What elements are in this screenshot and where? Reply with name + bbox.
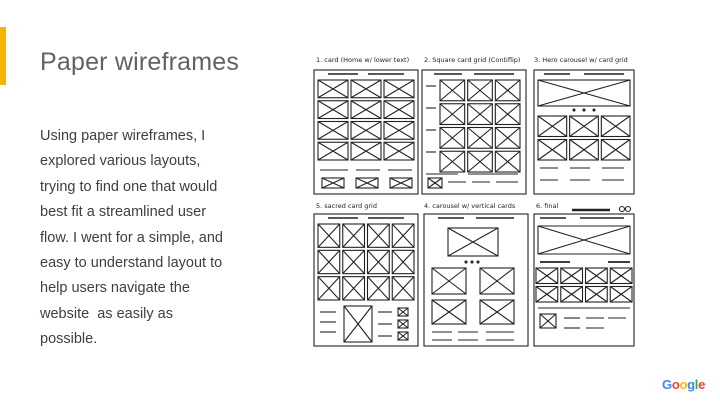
wireframe-1 [314, 56, 418, 194]
body-line: explored various layouts, [40, 153, 201, 170]
wireframe-label: 6. final [536, 202, 559, 210]
body-paragraph [40, 124, 250, 353]
accent-bar [0, 27, 6, 85]
body-line: Using paper wireframes, I [40, 128, 206, 144]
wireframe-5 [424, 202, 528, 346]
logo-letter: l [694, 377, 699, 392]
wireframe-4 [314, 202, 418, 346]
logo-letter: g [687, 377, 695, 392]
wireframe-label: 4. carousel w/ vertical cards [424, 202, 516, 210]
slide-title: Paper wireframes [40, 48, 240, 76]
body-line: flow. I went for a simple, and [40, 229, 223, 246]
google-logo [662, 377, 705, 392]
wireframe-label: 1. card (Home w/ lower text) [316, 56, 410, 64]
logo-letter: o [679, 377, 688, 392]
logo-letter: e [698, 377, 706, 392]
body-line: possible. [40, 331, 98, 348]
wireframe-label: 3. Hero carousel w/ card grid [534, 56, 628, 64]
wireframe-2 [422, 56, 526, 194]
body-line: website as easily as [40, 305, 173, 322]
body-line: help users navigate the [40, 280, 190, 297]
body-line: best fit a streamlined user [40, 204, 207, 221]
wireframe-label: 2. Square card grid (Contiflip) [424, 56, 521, 64]
wireframe-sketches [308, 50, 638, 350]
wireframe-6 [534, 202, 634, 346]
wireframe-3 [534, 56, 634, 194]
logo-letter: o [671, 377, 680, 392]
body-line: trying to find one that would [40, 178, 218, 195]
body-line: easy to understand layout to [40, 255, 223, 272]
wireframe-label: 5. sacred card grid [316, 202, 377, 210]
logo-letter: G [662, 377, 672, 392]
